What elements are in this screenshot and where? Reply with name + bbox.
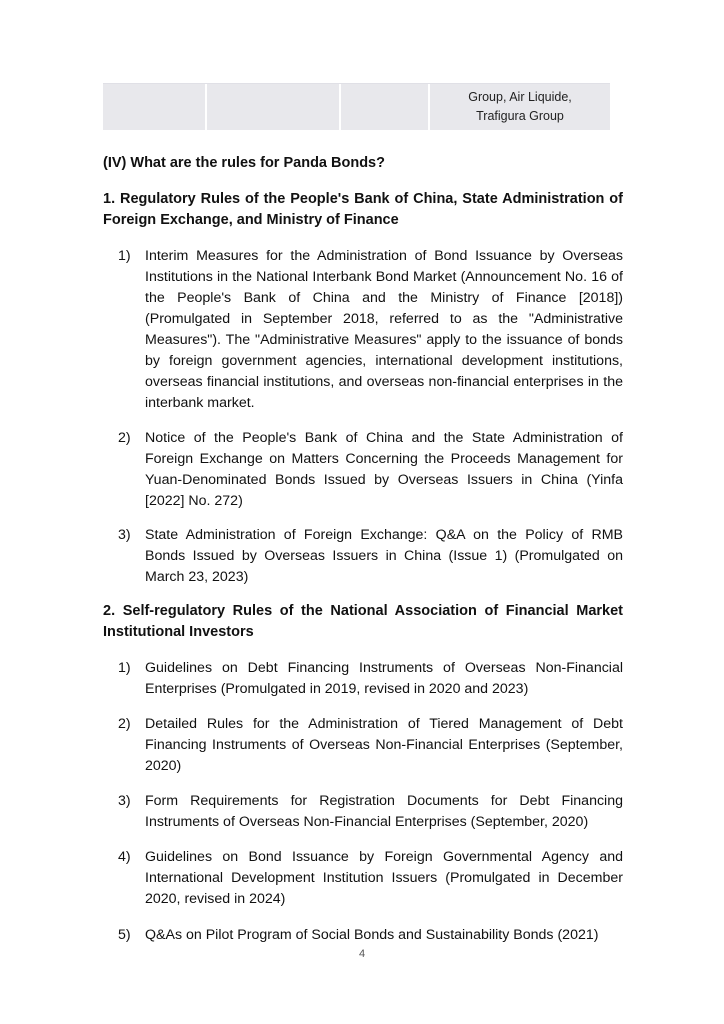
list-item-number: 2) (118, 716, 131, 732)
list-item-text: Notice of the People's Bank of China and the State Administration of Foreign Exchange on Matters Concerning the Proceeds Management for Yuan-Denominated Bonds Issued by Overseas Issuers in China (Yinfa [2022] No. 272) (145, 430, 623, 509)
list-item (118, 847, 623, 910)
list-item-number: 3) (118, 527, 131, 543)
list-item (118, 658, 623, 700)
table-cell-line: Trafigura Group (476, 109, 564, 123)
list-item-number: 2) (118, 430, 131, 446)
list-item-text: Guidelines on Debt Financing Instruments of Overseas Non-Financial Enterprises (Promulgated in 2019, revised in 2020 and 2023) (145, 660, 623, 697)
part1-heading: 1. Regulatory Rules of the People's Bank of China, State Administration of Foreign Exchange, and Ministry of Finance (103, 191, 623, 228)
list-item (118, 925, 623, 946)
table-fragment (103, 83, 610, 130)
list-item-number: 1) (118, 660, 131, 676)
list-item-text: State Administration of Foreign Exchange: Q&A on the Policy of RMB Bonds Issued by Overseas Issuers in China (Issue 1) (Promulgated on March 23, 2023) (145, 527, 623, 585)
list-item (118, 428, 623, 512)
list-item (118, 791, 623, 833)
part2-heading: 2. Self-regulatory Rules of the National Association of Financial Market Institutional Investors (103, 603, 623, 640)
table-cell-line: Group, Air Liquide, (468, 90, 572, 104)
list-item-text: Guidelines on Bond Issuance by Foreign Governmental Agency and International Development Institution Issuers (Promulgated in December 2020, revised in 2024) (145, 849, 623, 907)
list-item-text: Interim Measures for the Administration of Bond Issuance by Overseas Institutions in the National Interbank Bond Market (Announcement No. 16 of the People's Bank of China and the Ministry of Finance [2018]) (Promulgated in September 2018, referred to as the "Administrative Measures"). The "Administrative Measures" apply to the issuance of bonds by foreign government agencies, international development institutions, overseas financial institutions, and overseas non-financial enterprises in the interbank market. (145, 248, 623, 411)
list-item-text: Q&As on Pilot Program of Social Bonds and Sustainability Bonds (2021) (145, 927, 599, 943)
table-cell-companies (430, 84, 610, 130)
table-cell-empty (207, 84, 341, 130)
list-item (118, 714, 623, 777)
list-item-number: 4) (118, 849, 131, 865)
list-item-number: 1) (118, 248, 131, 264)
list-item-number: 5) (118, 927, 131, 943)
list-item (118, 246, 623, 414)
section-heading: (IV) What are the rules for Panda Bonds? (103, 155, 385, 171)
table-cell-empty (341, 84, 430, 130)
list-item-number: 3) (118, 793, 131, 809)
list-item (118, 525, 623, 588)
list-item-text: Form Requirements for Registration Documents for Debt Financing Instruments of Overseas Non-Financial Enterprises (September, 2020) (145, 793, 623, 830)
table-cell-empty (103, 84, 207, 130)
page-number: 4 (358, 948, 366, 960)
list-item-text: Detailed Rules for the Administration of Tiered Management of Debt Financing Instruments of Overseas Non-Financial Enterprises (September, 2020) (145, 716, 623, 774)
